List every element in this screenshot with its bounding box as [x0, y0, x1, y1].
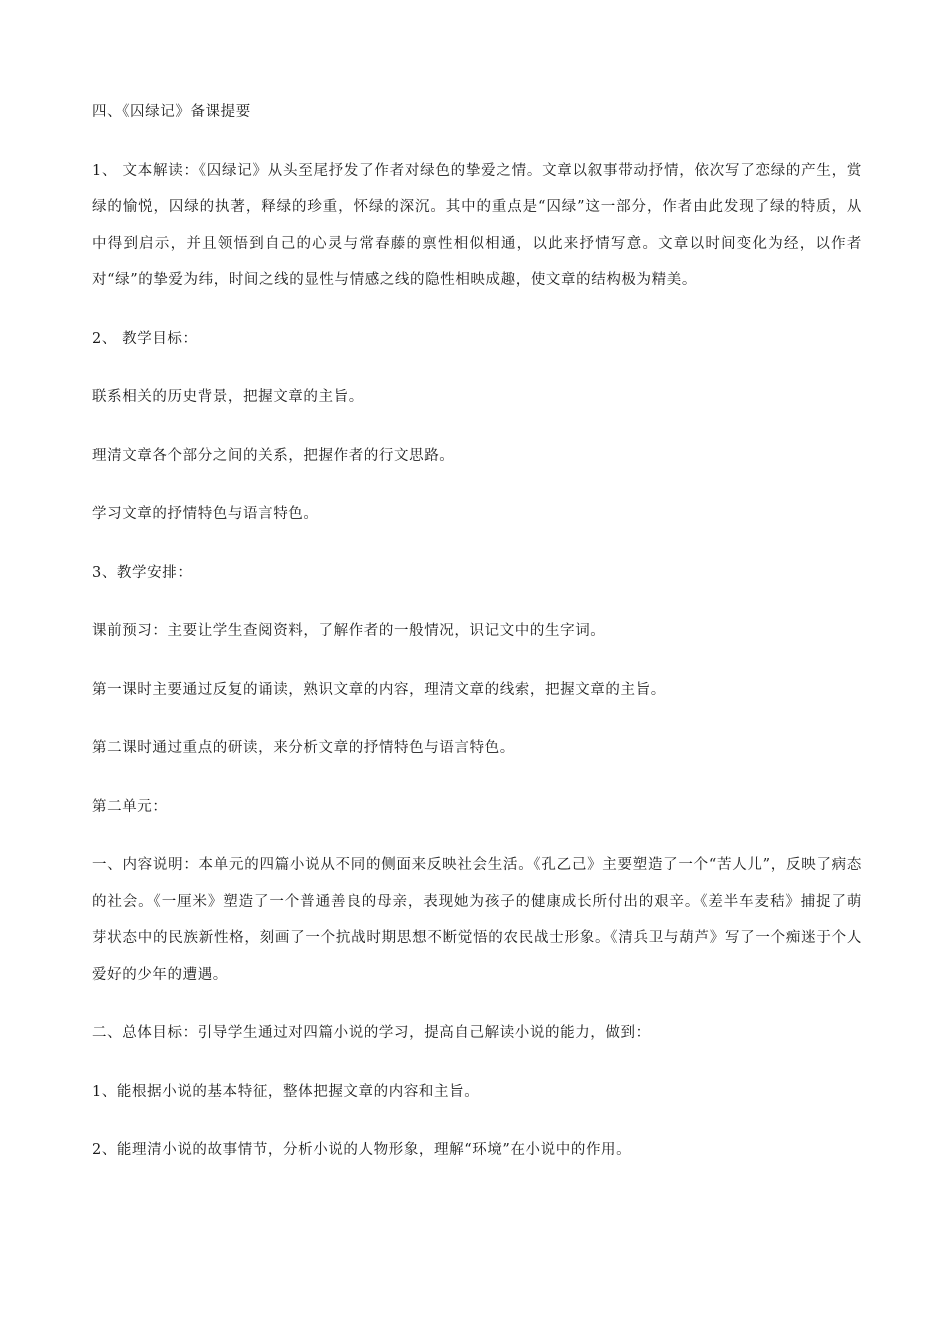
goal-item: 理清文章各个部分之间的关系，把握作者的行文思路。: [92, 447, 455, 464]
document-page: [92, 94, 862, 1191]
unit-heading: 第二单元：: [92, 798, 168, 815]
goal-item: 2、能理清小说的故事情节，分析小说的人物形象，理解“环境”在小说中的作用。: [92, 1142, 632, 1158]
plan-item: 第一课时主要通过反复的诵读，熟识文章的内容，理清文章的线索，把握文章的主旨。: [92, 681, 666, 698]
goal-item: 1、能根据小说的基本特征，整体把握文章的内容和主旨。: [92, 1083, 480, 1100]
goal-item: 联系相关的历史背景，把握文章的主旨。: [92, 389, 364, 405]
plan-item: 第二课时通过重点的研读，来分析文章的抒情特色与语言特色。: [92, 740, 515, 756]
overall-goal-paragraph: 二、总体目标：引导学生通过对四篇小说的学习，提高自己解读小说的能力，做到：: [92, 1025, 651, 1041]
section-heading: 四、《囚绿记》备课提要: [92, 104, 251, 120]
teaching-goals-heading: 2、 教学目标：: [92, 330, 198, 347]
content-description-paragraph: 一、内容说明：本单元的四篇小说从不同的侧面来反映社会生活。《孔乙己》主要塑造了一个“苦人儿”，反映了病态的社会。《一厘米》塑造了一个普通善良的母亲，表现她为孩子的健康成长所付出的艰辛。《差半车麦秸》捕捉了萌芽状态中的民族新性格，刻画了一个抗战时期思想不断觉悟的农民战士形象。《清兵卫与葫芦》写了一个痴迷于个人爱好的少年的遭遇。: [92, 857, 862, 983]
text-interpretation-paragraph: 1、 文本解读：《囚绿记》从头至尾抒发了作者对绿色的挚爱之情。文章以叙事带动抒情，依次写了恋绿的产生，赏绿的愉悦，囚绿的执著，释绿的珍重，怀绿的深沉。其中的重点是“囚绿”这一部分，作者由此发现了绿的特质，从中得到启示，并且领悟到自己的心灵与常春藤的禀性相似相通，以此来抒情写意。文章以时间变化为经，以作者对“绿”的挚爱为纬，时间之线的显性与情感之线的隐性相映成趣，使文章的结构极为精美。: [92, 162, 862, 288]
teaching-plan-heading: 3、教学安排：: [92, 564, 193, 581]
goal-item: 学习文章的抒情特色与语言特色。: [92, 506, 319, 522]
plan-item: 课前预习：主要让学生查阅资料，了解作者的一般情况，识记文中的生字词。: [92, 623, 606, 639]
